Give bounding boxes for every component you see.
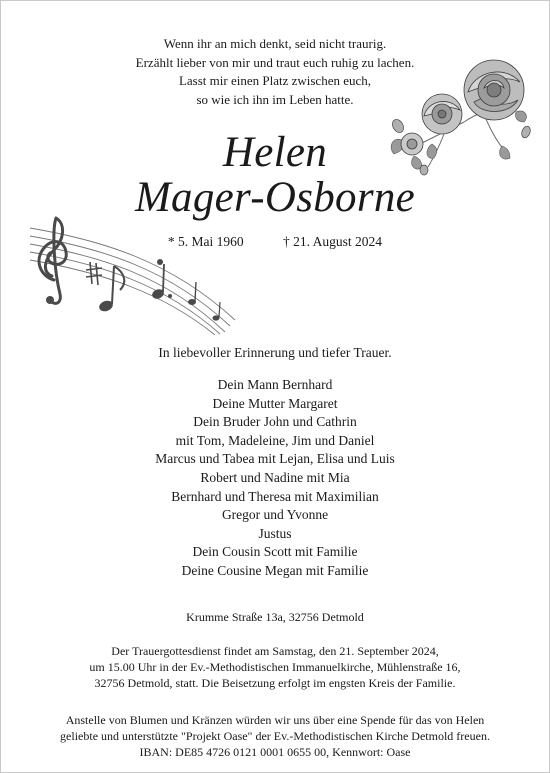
service-line: Der Trauergottesdienst findet am Samstag, den 21. September 2024, [111,644,439,658]
mourner-line: Deine Cousine Megan mit Familie [181,562,369,578]
poem-line: Erzählt lieber von mir und traut euch ruhig zu lachen. [135,54,415,70]
life-dates [0,233,550,251]
mourning-intro: In liebevoller Erinnerung und tiefer Trauer. [158,345,392,360]
service-line: 32756 Detmold, statt. Die Beisetzung erfolgt im engsten Kreis der Familie. [94,676,456,690]
birth-date: * 5. Mai 1960 [167,234,244,249]
music-staff-illustration [20,210,250,335]
mourner-line: Dein Cousin Scott mit Familie [192,544,358,560]
mourner-line: Marcus und Tabea mit Lejan, Elisa und Luis [155,451,395,467]
mourner-line: Dein Mann Bernhard [217,377,333,392]
poem-line: Lasst mir einen Platz zwischen euch, [178,73,372,88]
donation-info [0,712,550,760]
mourners-list [0,376,550,581]
mourner-line: Bernhard und Theresa mit Maximilian [171,488,379,504]
mourner-line: Gregor und Yvonne [221,507,329,523]
donation-line: Anstelle von Blumen und Kränzen würden wir uns über eine Spende für das von Helen [65,713,485,727]
poem-line: Wenn ihr an mich denkt, seid nicht traurig. [163,36,387,51]
mourner-line: Deine Mutter Margaret [212,395,338,411]
mourner-line: Dein Bruder John und Cathrin [193,414,357,430]
death-date: † 21. August 2024 [283,234,383,249]
mourner-line: Justus [258,525,292,541]
funeral-service-info [0,643,550,691]
family-address: Krumme Straße 13a, 32756 Detmold [186,610,364,624]
mourner-line: Robert und Nadine mit Mia [200,469,350,485]
deceased-name [0,130,550,220]
service-line: um 15.00 Uhr in der Ev.-Methodistischen Immanuelkirche, Mühlenstraße 16, [89,660,461,674]
poem-line: so wie ich ihn im Leben hatte. [196,91,354,107]
last-name: Mager-Osborne [134,174,416,221]
donation-line: geliebte und unterstützte "Projekt Oase" der Ev.-Methodistischen Kirche Detmold freuen. [60,729,490,743]
first-name: Helen [222,129,328,176]
mourner-line: mit Tom, Madeleine, Jim und Daniel [175,432,375,448]
donation-iban: IBAN: DE85 4726 0121 0001 0655 00, Kennwort: Oase [139,745,411,759]
